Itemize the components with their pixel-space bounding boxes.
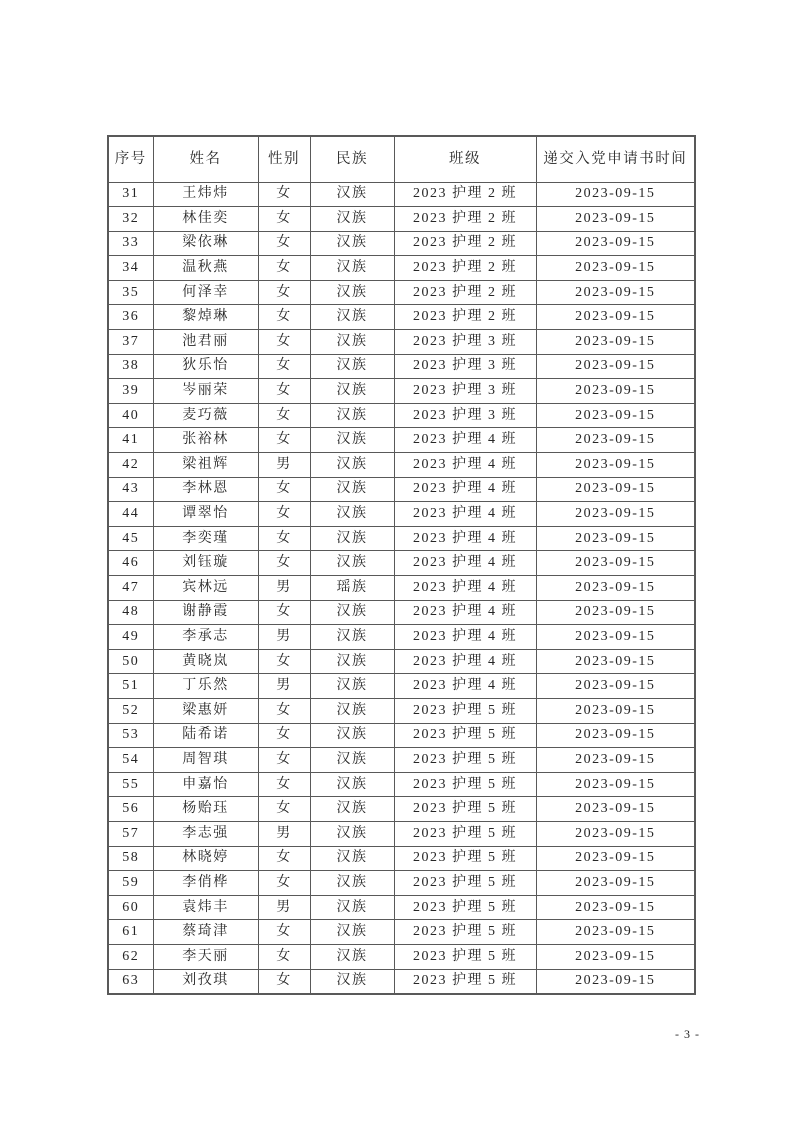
cell-class: 2023 护理 4 班 bbox=[394, 477, 536, 502]
cell-index: 42 bbox=[108, 453, 153, 478]
cell-name: 张裕林 bbox=[153, 428, 258, 453]
cell-class: 2023 护理 3 班 bbox=[394, 379, 536, 404]
cell-ethnicity: 汉族 bbox=[310, 379, 394, 404]
cell-date: 2023-09-15 bbox=[536, 797, 695, 822]
cell-class: 2023 护理 5 班 bbox=[394, 920, 536, 945]
table-row bbox=[108, 576, 695, 601]
cell-index: 39 bbox=[108, 379, 153, 404]
cell-ethnicity: 汉族 bbox=[310, 428, 394, 453]
cell-gender: 男 bbox=[258, 625, 310, 650]
cell-ethnicity: 汉族 bbox=[310, 649, 394, 674]
cell-class: 2023 护理 4 班 bbox=[394, 502, 536, 527]
cell-name: 李奕瑾 bbox=[153, 526, 258, 551]
cell-name: 狄乐怡 bbox=[153, 354, 258, 379]
cell-name: 宾林远 bbox=[153, 576, 258, 601]
cell-date: 2023-09-15 bbox=[536, 526, 695, 551]
cell-name: 黄晓岚 bbox=[153, 649, 258, 674]
cell-gender: 女 bbox=[258, 379, 310, 404]
table-row bbox=[108, 231, 695, 256]
cell-gender: 男 bbox=[258, 674, 310, 699]
cell-ethnicity: 汉族 bbox=[310, 772, 394, 797]
cell-class: 2023 护理 5 班 bbox=[394, 871, 536, 896]
cell-class: 2023 护理 4 班 bbox=[394, 551, 536, 576]
cell-index: 50 bbox=[108, 649, 153, 674]
cell-gender: 男 bbox=[258, 453, 310, 478]
cell-date: 2023-09-15 bbox=[536, 748, 695, 773]
cell-ethnicity: 汉族 bbox=[310, 305, 394, 330]
cell-ethnicity: 汉族 bbox=[310, 895, 394, 920]
table-row bbox=[108, 256, 695, 281]
cell-name: 林晓婷 bbox=[153, 846, 258, 871]
column-header-ethnicity: 民族 bbox=[310, 136, 394, 182]
table-row bbox=[108, 772, 695, 797]
table-row bbox=[108, 846, 695, 871]
table-row bbox=[108, 280, 695, 305]
cell-ethnicity: 汉族 bbox=[310, 551, 394, 576]
cell-class: 2023 护理 5 班 bbox=[394, 821, 536, 846]
cell-date: 2023-09-15 bbox=[536, 625, 695, 650]
table-row bbox=[108, 871, 695, 896]
cell-index: 59 bbox=[108, 871, 153, 896]
cell-name: 蔡琦津 bbox=[153, 920, 258, 945]
cell-gender: 女 bbox=[258, 305, 310, 330]
cell-gender: 女 bbox=[258, 649, 310, 674]
cell-ethnicity: 汉族 bbox=[310, 944, 394, 969]
table-row bbox=[108, 354, 695, 379]
cell-ethnicity: 汉族 bbox=[310, 698, 394, 723]
cell-name: 丁乐然 bbox=[153, 674, 258, 699]
table-row bbox=[108, 600, 695, 625]
table-row bbox=[108, 748, 695, 773]
cell-index: 57 bbox=[108, 821, 153, 846]
cell-class: 2023 护理 2 班 bbox=[394, 256, 536, 281]
cell-ethnicity: 瑶族 bbox=[310, 576, 394, 601]
table-row bbox=[108, 379, 695, 404]
table-row bbox=[108, 502, 695, 527]
cell-gender: 女 bbox=[258, 403, 310, 428]
cell-index: 32 bbox=[108, 207, 153, 232]
cell-index: 51 bbox=[108, 674, 153, 699]
cell-class: 2023 护理 5 班 bbox=[394, 797, 536, 822]
cell-date: 2023-09-15 bbox=[536, 944, 695, 969]
cell-gender: 女 bbox=[258, 231, 310, 256]
cell-class: 2023 护理 4 班 bbox=[394, 625, 536, 650]
cell-index: 53 bbox=[108, 723, 153, 748]
cell-index: 47 bbox=[108, 576, 153, 601]
cell-date: 2023-09-15 bbox=[536, 182, 695, 207]
cell-name: 谭翠怡 bbox=[153, 502, 258, 527]
cell-date: 2023-09-15 bbox=[536, 674, 695, 699]
cell-class: 2023 护理 4 班 bbox=[394, 576, 536, 601]
table-row bbox=[108, 649, 695, 674]
cell-class: 2023 护理 4 班 bbox=[394, 674, 536, 699]
cell-ethnicity: 汉族 bbox=[310, 674, 394, 699]
table-row bbox=[108, 698, 695, 723]
cell-gender: 女 bbox=[258, 551, 310, 576]
cell-class: 2023 护理 2 班 bbox=[394, 207, 536, 232]
cell-name: 池君丽 bbox=[153, 330, 258, 355]
cell-class: 2023 护理 4 班 bbox=[394, 526, 536, 551]
cell-date: 2023-09-15 bbox=[536, 723, 695, 748]
cell-ethnicity: 汉族 bbox=[310, 453, 394, 478]
cell-gender: 女 bbox=[258, 182, 310, 207]
cell-name: 梁依琳 bbox=[153, 231, 258, 256]
cell-date: 2023-09-15 bbox=[536, 502, 695, 527]
cell-class: 2023 护理 4 班 bbox=[394, 428, 536, 453]
cell-index: 52 bbox=[108, 698, 153, 723]
cell-ethnicity: 汉族 bbox=[310, 403, 394, 428]
cell-index: 63 bbox=[108, 969, 153, 994]
cell-date: 2023-09-15 bbox=[536, 895, 695, 920]
table-row bbox=[108, 723, 695, 748]
cell-name: 袁炜丰 bbox=[153, 895, 258, 920]
cell-gender: 女 bbox=[258, 772, 310, 797]
cell-name: 周智琪 bbox=[153, 748, 258, 773]
cell-class: 2023 护理 5 班 bbox=[394, 698, 536, 723]
cell-ethnicity: 汉族 bbox=[310, 821, 394, 846]
cell-ethnicity: 汉族 bbox=[310, 625, 394, 650]
cell-name: 李承志 bbox=[153, 625, 258, 650]
cell-date: 2023-09-15 bbox=[536, 698, 695, 723]
cell-index: 31 bbox=[108, 182, 153, 207]
cell-gender: 男 bbox=[258, 576, 310, 601]
cell-gender: 女 bbox=[258, 502, 310, 527]
cell-gender: 女 bbox=[258, 330, 310, 355]
cell-date: 2023-09-15 bbox=[536, 231, 695, 256]
cell-name: 申嘉怡 bbox=[153, 772, 258, 797]
cell-ethnicity: 汉族 bbox=[310, 797, 394, 822]
table-row bbox=[108, 526, 695, 551]
table-row bbox=[108, 797, 695, 822]
cell-class: 2023 护理 5 班 bbox=[394, 723, 536, 748]
cell-name: 李志强 bbox=[153, 821, 258, 846]
cell-date: 2023-09-15 bbox=[536, 846, 695, 871]
cell-gender: 男 bbox=[258, 895, 310, 920]
cell-ethnicity: 汉族 bbox=[310, 920, 394, 945]
cell-date: 2023-09-15 bbox=[536, 871, 695, 896]
cell-name: 王炜炜 bbox=[153, 182, 258, 207]
cell-index: 37 bbox=[108, 330, 153, 355]
cell-class: 2023 护理 5 班 bbox=[394, 748, 536, 773]
cell-gender: 女 bbox=[258, 969, 310, 994]
cell-gender: 女 bbox=[258, 920, 310, 945]
cell-class: 2023 护理 3 班 bbox=[394, 403, 536, 428]
cell-name: 梁祖辉 bbox=[153, 453, 258, 478]
cell-gender: 女 bbox=[258, 846, 310, 871]
table-row bbox=[108, 551, 695, 576]
cell-index: 44 bbox=[108, 502, 153, 527]
cell-name: 温秋燕 bbox=[153, 256, 258, 281]
cell-name: 梁惠妍 bbox=[153, 698, 258, 723]
cell-date: 2023-09-15 bbox=[536, 551, 695, 576]
cell-date: 2023-09-15 bbox=[536, 649, 695, 674]
cell-gender: 女 bbox=[258, 944, 310, 969]
cell-class: 2023 护理 2 班 bbox=[394, 182, 536, 207]
cell-index: 36 bbox=[108, 305, 153, 330]
cell-date: 2023-09-15 bbox=[536, 207, 695, 232]
table-row bbox=[108, 207, 695, 232]
cell-class: 2023 护理 4 班 bbox=[394, 649, 536, 674]
cell-class: 2023 护理 2 班 bbox=[394, 305, 536, 330]
cell-name: 李林恩 bbox=[153, 477, 258, 502]
cell-gender: 女 bbox=[258, 207, 310, 232]
table-row bbox=[108, 625, 695, 650]
table-row bbox=[108, 477, 695, 502]
cell-index: 38 bbox=[108, 354, 153, 379]
cell-name: 麦巧薇 bbox=[153, 403, 258, 428]
table-row bbox=[108, 895, 695, 920]
cell-index: 56 bbox=[108, 797, 153, 822]
page-number: - 3 - bbox=[675, 1027, 700, 1041]
table-row bbox=[108, 428, 695, 453]
cell-index: 34 bbox=[108, 256, 153, 281]
cell-ethnicity: 汉族 bbox=[310, 600, 394, 625]
cell-index: 49 bbox=[108, 625, 153, 650]
cell-ethnicity: 汉族 bbox=[310, 502, 394, 527]
cell-gender: 女 bbox=[258, 428, 310, 453]
cell-index: 58 bbox=[108, 846, 153, 871]
cell-gender: 男 bbox=[258, 821, 310, 846]
table-row bbox=[108, 674, 695, 699]
cell-name: 何泽幸 bbox=[153, 280, 258, 305]
table-row bbox=[108, 821, 695, 846]
cell-date: 2023-09-15 bbox=[536, 428, 695, 453]
cell-ethnicity: 汉族 bbox=[310, 354, 394, 379]
table-row bbox=[108, 403, 695, 428]
cell-class: 2023 护理 5 班 bbox=[394, 846, 536, 871]
cell-date: 2023-09-15 bbox=[536, 600, 695, 625]
cell-gender: 女 bbox=[258, 723, 310, 748]
column-header-class: 班级 bbox=[394, 136, 536, 182]
table-body bbox=[108, 182, 695, 994]
applicant-roster-table bbox=[107, 135, 696, 995]
cell-index: 45 bbox=[108, 526, 153, 551]
cell-index: 55 bbox=[108, 772, 153, 797]
cell-gender: 女 bbox=[258, 797, 310, 822]
cell-ethnicity: 汉族 bbox=[310, 526, 394, 551]
cell-name: 李天丽 bbox=[153, 944, 258, 969]
cell-gender: 女 bbox=[258, 871, 310, 896]
cell-index: 60 bbox=[108, 895, 153, 920]
cell-ethnicity: 汉族 bbox=[310, 477, 394, 502]
cell-ethnicity: 汉族 bbox=[310, 846, 394, 871]
table-row bbox=[108, 330, 695, 355]
table-row bbox=[108, 969, 695, 994]
cell-gender: 女 bbox=[258, 600, 310, 625]
cell-date: 2023-09-15 bbox=[536, 305, 695, 330]
cell-class: 2023 护理 5 班 bbox=[394, 969, 536, 994]
cell-ethnicity: 汉族 bbox=[310, 723, 394, 748]
cell-name: 黎焯琳 bbox=[153, 305, 258, 330]
cell-name: 李俏桦 bbox=[153, 871, 258, 896]
cell-date: 2023-09-15 bbox=[536, 280, 695, 305]
cell-class: 2023 护理 2 班 bbox=[394, 280, 536, 305]
cell-date: 2023-09-15 bbox=[536, 576, 695, 601]
cell-ethnicity: 汉族 bbox=[310, 182, 394, 207]
cell-date: 2023-09-15 bbox=[536, 403, 695, 428]
cell-class: 2023 护理 5 班 bbox=[394, 772, 536, 797]
cell-date: 2023-09-15 bbox=[536, 379, 695, 404]
column-header-gender: 性别 bbox=[258, 136, 310, 182]
cell-name: 刘孜琪 bbox=[153, 969, 258, 994]
cell-gender: 女 bbox=[258, 526, 310, 551]
table-row bbox=[108, 920, 695, 945]
cell-date: 2023-09-15 bbox=[536, 330, 695, 355]
cell-index: 40 bbox=[108, 403, 153, 428]
cell-index: 61 bbox=[108, 920, 153, 945]
cell-index: 41 bbox=[108, 428, 153, 453]
cell-index: 35 bbox=[108, 280, 153, 305]
cell-gender: 女 bbox=[258, 280, 310, 305]
cell-date: 2023-09-15 bbox=[536, 477, 695, 502]
cell-class: 2023 护理 5 班 bbox=[394, 944, 536, 969]
table-row bbox=[108, 182, 695, 207]
column-header-name: 姓名 bbox=[153, 136, 258, 182]
cell-name: 谢静霞 bbox=[153, 600, 258, 625]
cell-index: 33 bbox=[108, 231, 153, 256]
column-header-index: 序号 bbox=[108, 136, 153, 182]
cell-date: 2023-09-15 bbox=[536, 821, 695, 846]
cell-date: 2023-09-15 bbox=[536, 772, 695, 797]
cell-name: 岑丽荣 bbox=[153, 379, 258, 404]
cell-date: 2023-09-15 bbox=[536, 453, 695, 478]
cell-date: 2023-09-15 bbox=[536, 354, 695, 379]
table-row bbox=[108, 305, 695, 330]
cell-date: 2023-09-15 bbox=[536, 256, 695, 281]
cell-class: 2023 护理 5 班 bbox=[394, 895, 536, 920]
cell-name: 林佳奕 bbox=[153, 207, 258, 232]
table-row bbox=[108, 453, 695, 478]
cell-ethnicity: 汉族 bbox=[310, 231, 394, 256]
table-header-row bbox=[108, 136, 695, 182]
cell-class: 2023 护理 4 班 bbox=[394, 600, 536, 625]
cell-class: 2023 护理 3 班 bbox=[394, 330, 536, 355]
cell-ethnicity: 汉族 bbox=[310, 280, 394, 305]
cell-gender: 女 bbox=[258, 748, 310, 773]
column-header-application-date: 递交入党申请书时间 bbox=[536, 136, 695, 182]
cell-index: 54 bbox=[108, 748, 153, 773]
cell-gender: 女 bbox=[258, 698, 310, 723]
cell-class: 2023 护理 2 班 bbox=[394, 231, 536, 256]
cell-index: 48 bbox=[108, 600, 153, 625]
cell-ethnicity: 汉族 bbox=[310, 256, 394, 281]
cell-ethnicity: 汉族 bbox=[310, 330, 394, 355]
cell-gender: 女 bbox=[258, 354, 310, 379]
cell-ethnicity: 汉族 bbox=[310, 748, 394, 773]
cell-ethnicity: 汉族 bbox=[310, 871, 394, 896]
table-row bbox=[108, 944, 695, 969]
cell-class: 2023 护理 3 班 bbox=[394, 354, 536, 379]
cell-gender: 女 bbox=[258, 477, 310, 502]
cell-name: 刘钰璇 bbox=[153, 551, 258, 576]
cell-name: 杨贻珏 bbox=[153, 797, 258, 822]
cell-ethnicity: 汉族 bbox=[310, 207, 394, 232]
cell-gender: 女 bbox=[258, 256, 310, 281]
cell-name: 陆希诺 bbox=[153, 723, 258, 748]
cell-date: 2023-09-15 bbox=[536, 969, 695, 994]
cell-date: 2023-09-15 bbox=[536, 920, 695, 945]
cell-index: 62 bbox=[108, 944, 153, 969]
cell-ethnicity: 汉族 bbox=[310, 969, 394, 994]
cell-class: 2023 护理 4 班 bbox=[394, 453, 536, 478]
cell-index: 46 bbox=[108, 551, 153, 576]
cell-index: 43 bbox=[108, 477, 153, 502]
